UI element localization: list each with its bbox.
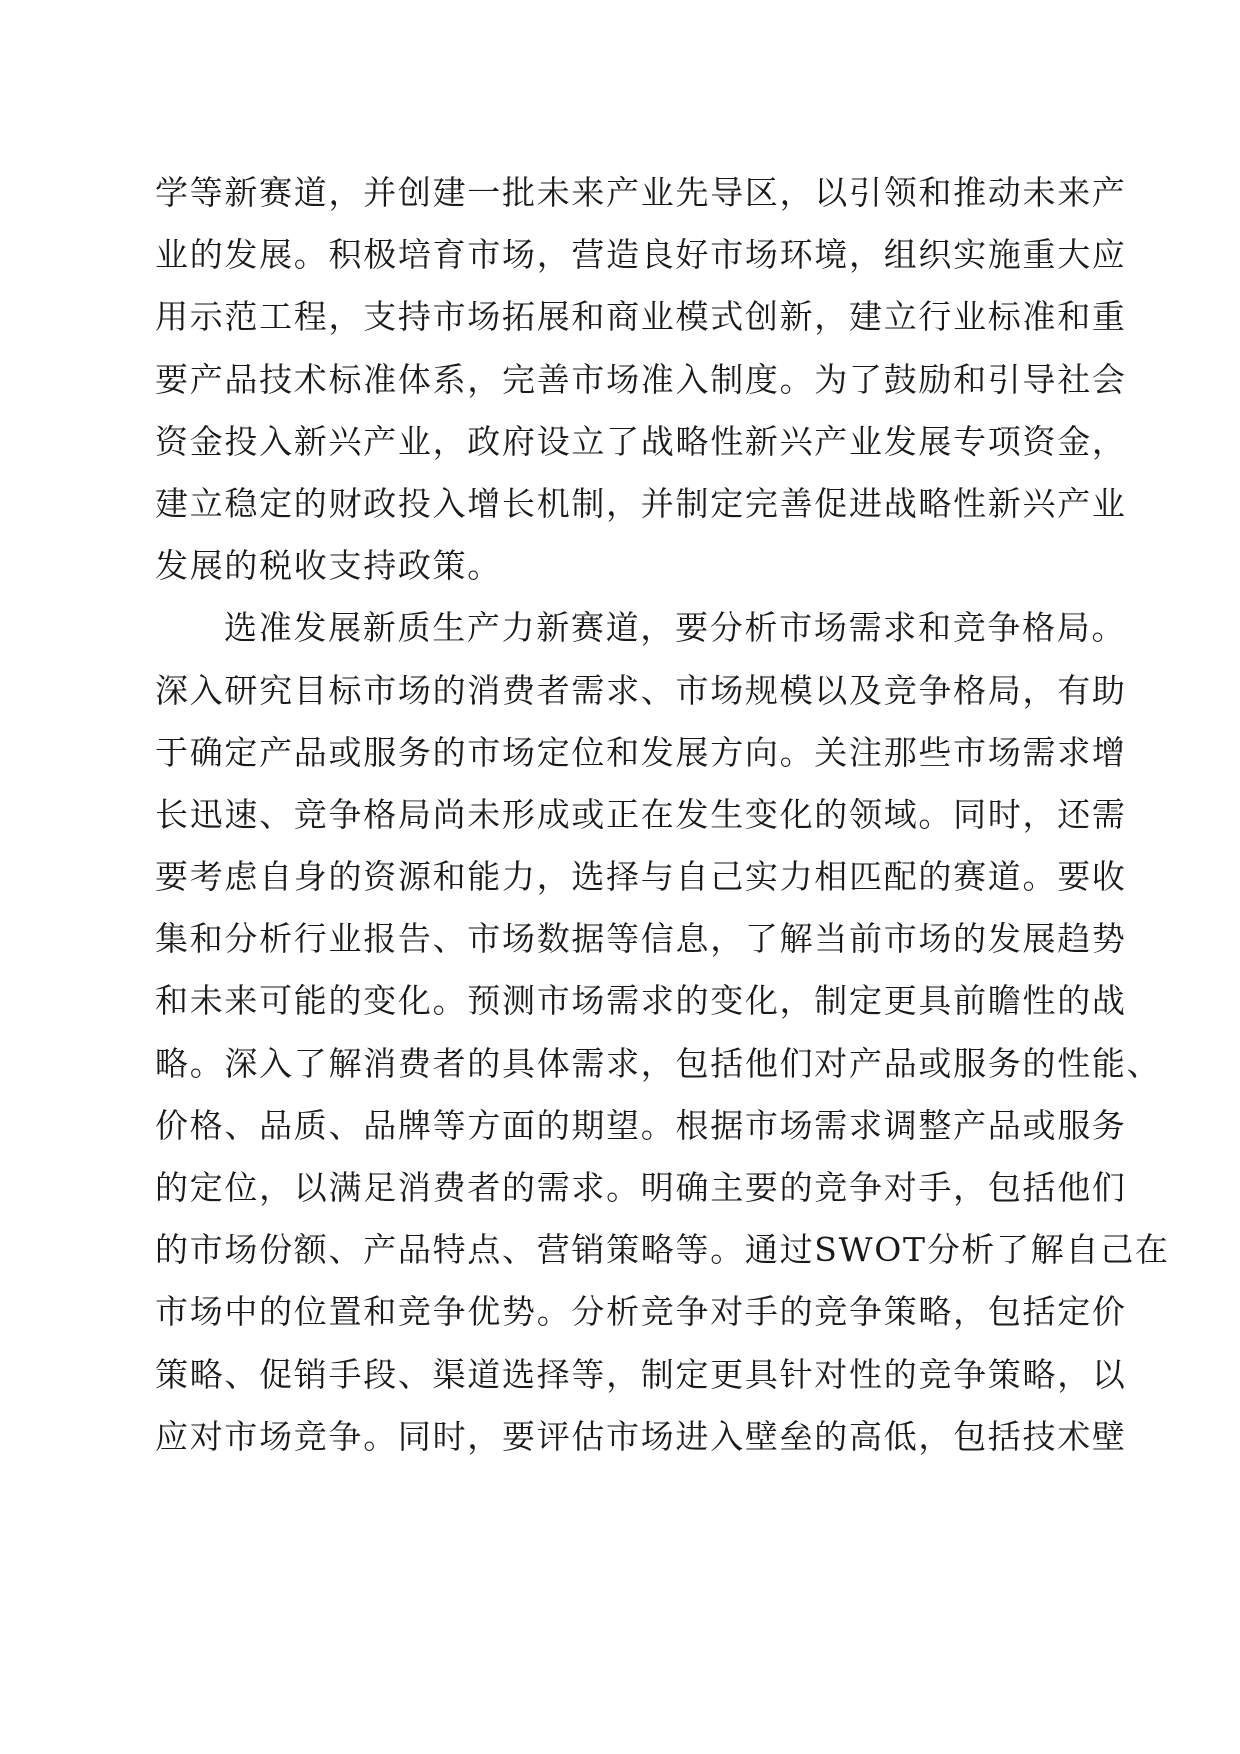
text-line: 资金投入新兴产业，政府设立了战略性新兴产业发展专项资金， [155, 421, 1127, 461]
text-line: 应对市场竞争。同时，要评估市场进入壁垒的高低，包括技术壁 [155, 1416, 1127, 1456]
text-line: 用示范工程，支持市场拓展和商业模式创新，建立行业标准和重 [155, 297, 1127, 337]
text-line: 略。深入了解消费者的具体需求，包括他们对产品或服务的性能、 [155, 1043, 1162, 1083]
text-line: 的定位，以满足消费者的需求。明确主要的竞争对手，包括他们 [155, 1168, 1127, 1207]
text-line: 要考虑自身的资源和能力，选择与自己实力相匹配的赛道。要收 [155, 857, 1127, 897]
text-line: 市场中的位置和竞争优势。分析竞争对手的竞争策略，包括定价 [155, 1292, 1127, 1332]
text-line: 长迅速、竞争格局尚未形成或正在发生变化的领域。同时，还需 [155, 794, 1127, 834]
text-line: 业的发展。积极培育市场，营造良好市场环境，组织实施重大应 [155, 235, 1127, 275]
text-line: 集和分析行业报告、市场数据等信息，了解当前市场的发展趋势 [155, 919, 1127, 959]
text-line: 深入研究目标市场的消费者需求、市场规模以及竞争格局，有助 [155, 670, 1127, 710]
text-line: 的市场份额、产品特点、营销策略等。通过SWOT分析了解自己在 [155, 1230, 1170, 1270]
text-line: 学等新赛道，并创建一批未来产业先导区，以引领和推动未来产 [155, 173, 1127, 212]
text-line: 策略、促销手段、渠道选择等，制定更具针对性的竞争策略，以 [155, 1354, 1127, 1394]
body-text [155, 162, 1170, 1468]
text-line: 价格、品质、品牌等方面的期望。根据市场需求调整产品或服务 [155, 1105, 1127, 1145]
paragraph-first-line: 选准发展新质生产力新赛道，要分析市场需求和竞争格局。 [224, 608, 1127, 648]
text-line: 发展的税收支持政策。 [155, 546, 502, 586]
text-line: 于确定产品或服务的市场定位和发展方向。关注那些市场需求增 [155, 732, 1127, 772]
text-line: 和未来可能的变化。预测市场需求的变化，制定更具前瞻性的战 [155, 981, 1127, 1021]
text-line: 建立稳定的财政投入增长机制，并制定完善促进战略性新兴产业 [155, 483, 1127, 523]
text-line: 要产品技术标准体系，完善市场准入制度。为了鼓励和引导社会 [155, 359, 1127, 399]
